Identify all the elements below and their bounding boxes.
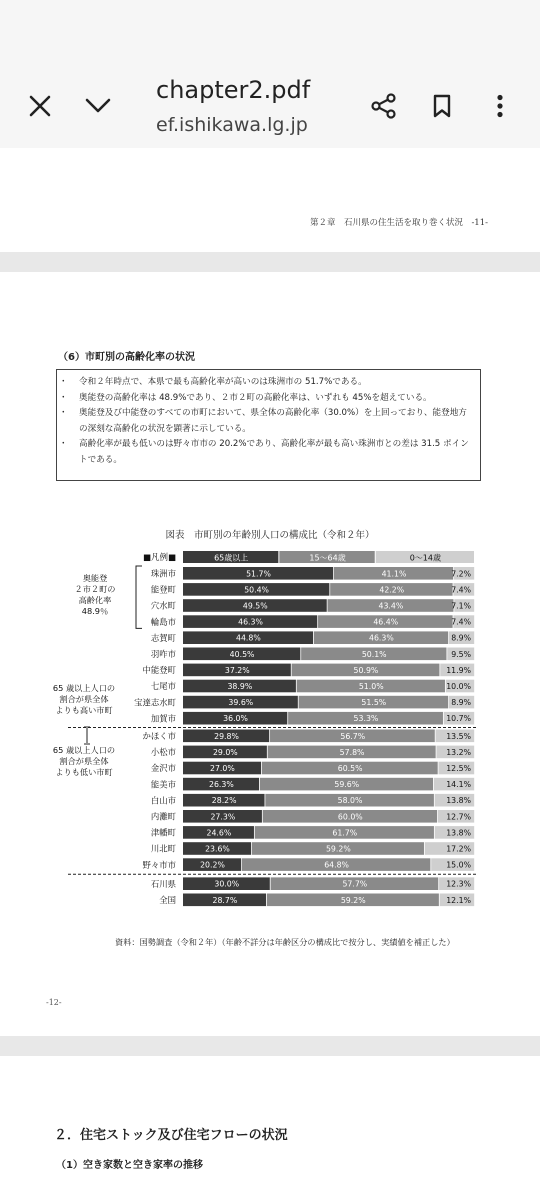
legend-entry: 0～14歳 — [409, 553, 442, 563]
legend-entry: 65歳以上 — [214, 553, 249, 563]
chapter-heading: ２．住宅ストック及び住宅フローの状況 — [54, 1128, 288, 1143]
data-label: 46.3% — [238, 617, 263, 627]
data-label: 50.9% — [353, 665, 379, 675]
pdf-viewer-toolbar — [0, 0, 540, 148]
group-label: 48.9％ — [81, 606, 109, 616]
data-label: 12.3% — [446, 879, 471, 889]
data-label: 29.8% — [214, 731, 239, 741]
data-label: 56.7% — [340, 731, 366, 741]
chevron-down-icon — [85, 98, 111, 114]
category-label: 中能登町 — [142, 665, 176, 676]
summary-bullet: ・ 令和２年時点で、本県で最も高齢化率が高いのは珠洲市の 51.7%である。 — [79, 375, 472, 391]
data-label: 13.5% — [446, 731, 471, 741]
category-label: 川北町 — [150, 843, 176, 854]
data-label: 37.2% — [224, 665, 250, 675]
section-title: （6）市町別の高齢化率の状況 — [58, 352, 195, 363]
data-label: 12.7% — [446, 812, 471, 822]
bookmark-icon — [432, 94, 452, 118]
group-label: 65 歳以上人口の — [52, 683, 116, 693]
data-label: 12.1% — [446, 895, 471, 905]
data-label: 57.7% — [342, 879, 368, 889]
data-label: 51.0% — [358, 682, 384, 691]
data-label: 44.8% — [236, 633, 261, 643]
data-label: 15.0% — [446, 860, 471, 870]
data-label: 8.9% — [451, 633, 471, 643]
data-label: 17.2% — [446, 844, 471, 854]
data-label: 10.0% — [446, 682, 471, 691]
data-label: 12.5% — [446, 764, 471, 773]
close-button[interactable] — [18, 84, 62, 128]
bookmark-button[interactable] — [420, 84, 464, 128]
data-label: 42.2% — [379, 585, 405, 595]
data-label: 59.2% — [340, 895, 366, 905]
close-icon — [29, 95, 51, 117]
data-label: 49.5% — [242, 601, 268, 611]
category-label: 能登町 — [150, 584, 176, 595]
category-label: 石川県 — [150, 878, 176, 889]
data-label: 59.6% — [334, 780, 360, 790]
data-label: 7.4% — [451, 617, 471, 627]
summary-bullet: ・ 奥能登の高齢化率は 48.9%であり、２市２町の高齢化率は、いずれも 45%を超えている。 — [79, 391, 472, 407]
data-label: 51.5% — [361, 698, 387, 708]
data-label: 30.0% — [214, 879, 240, 889]
data-label: 27.3% — [210, 812, 236, 822]
data-label: 36.0% — [223, 714, 248, 724]
data-label: 58.0% — [337, 796, 363, 806]
data-label: 53.3% — [353, 714, 379, 724]
stacked-bar-chart — [0, 550, 540, 930]
category-label: 白山市 — [150, 795, 176, 806]
category-label: 野々市市 — [142, 859, 176, 870]
page-number: -12- — [46, 998, 62, 1007]
source-note: 資料：国勢調査（令和２年）（年齢不詳分は年齢区分の構成比で按分し、実績値を補正した） — [115, 937, 455, 947]
data-label: 24.6% — [206, 828, 232, 838]
pdf-page-13 — [0, 1056, 540, 1200]
sub-heading: （1）空き家数と空き家率の推移 — [56, 1160, 203, 1171]
data-label: 43.4% — [378, 601, 404, 611]
summary-bullet: ・ 奥能登及び中能登のすべての市町において、県全体の高齢化率（30.0%）を上回っており、能登地方の深刻な高齢化の状況を顕著に示している。 — [79, 406, 472, 437]
data-label: 38.9% — [227, 682, 253, 691]
category-label: 内灘町 — [150, 811, 176, 822]
more-options-button[interactable] — [478, 84, 522, 128]
data-label: 60.5% — [337, 764, 363, 773]
data-label: 51.7% — [246, 569, 271, 579]
share-icon — [371, 93, 397, 119]
data-label: 20.2% — [200, 860, 225, 870]
category-label: 志賀町 — [150, 632, 176, 643]
category-label: 金沢市 — [150, 763, 176, 774]
category-label: 小松市 — [150, 747, 176, 758]
category-label: 津幡町 — [150, 827, 176, 838]
figure-title: 図表 市町別の年齢別人口の構成比（令和２年） — [165, 530, 375, 541]
data-label: 40.5% — [229, 649, 255, 659]
data-label: 28.2% — [211, 796, 237, 806]
data-label: 23.6% — [205, 844, 230, 854]
group-label: 高齢化率 — [78, 595, 112, 605]
data-label: 28.7% — [212, 895, 238, 905]
summary-bullet: ・ 高齢化率が最も低いのは野々市市の 20.2%であり、高齢化率が最も高い珠洲市との差は 31.5 ポイントである。 — [79, 437, 472, 468]
more-vert-icon — [496, 94, 504, 118]
category-label: 全国 — [159, 895, 176, 905]
pdf-page-11 — [0, 148, 540, 252]
data-label: 29.0% — [212, 747, 238, 757]
category-label: 穴水町 — [150, 600, 176, 611]
group-label: 65 歳以上人口の — [52, 745, 116, 755]
data-label: 9.5% — [451, 649, 471, 659]
data-label: 13.8% — [446, 796, 471, 806]
data-label: 50.1% — [361, 649, 387, 659]
group-label: よりも高い市町 — [55, 705, 113, 715]
data-label: 46.3% — [369, 633, 394, 643]
group-label: 割合が県全体 — [59, 694, 109, 704]
data-label: 57.8% — [339, 747, 365, 757]
file-name: chapter2.pdf — [156, 76, 311, 104]
legend-entry: 15～64歳 — [309, 553, 346, 563]
expand-button[interactable] — [76, 84, 120, 128]
data-label: 7.1% — [451, 601, 471, 611]
data-label: 41.1% — [381, 569, 407, 579]
group-label: 割合が県全体 — [59, 756, 109, 766]
data-label: 26.3% — [209, 780, 234, 790]
data-label: 13.2% — [446, 747, 471, 757]
data-label: 61.7% — [332, 828, 358, 838]
group-bracket — [136, 566, 142, 628]
summary-box — [56, 369, 481, 481]
data-label: 7.4% — [451, 585, 471, 595]
category-label: 加賀市 — [150, 713, 176, 724]
data-label: 46.4% — [373, 617, 399, 627]
category-label: 能美市 — [150, 779, 176, 790]
data-label: 64.8% — [324, 860, 349, 870]
share-button[interactable] — [362, 84, 406, 128]
category-label: 羽咋市 — [150, 649, 176, 659]
group-label: 奥能登 — [82, 573, 108, 583]
data-label: 14.1% — [446, 780, 471, 790]
data-label: 7.2% — [451, 569, 471, 579]
data-label: 50.4% — [244, 585, 269, 595]
data-label: 59.2% — [325, 844, 351, 854]
group-label: よりも低い市町 — [55, 767, 113, 777]
data-label: 8.9% — [451, 698, 471, 708]
data-label: 39.6% — [228, 698, 254, 708]
page-header: 第２章 石川県の住生活を取り巻く状況 -11- — [309, 218, 488, 228]
data-label: 13.8% — [446, 828, 471, 838]
data-label: 60.0% — [337, 812, 363, 822]
legend-label: ■凡例■ — [142, 553, 176, 563]
category-label: かほく市 — [142, 731, 176, 741]
category-label: 七尾市 — [150, 681, 176, 692]
data-label: 27.0% — [210, 764, 235, 773]
category-label: 宝達志水町 — [134, 697, 176, 708]
pdf-page-12 — [0, 272, 540, 1036]
data-label: 11.9% — [446, 665, 471, 675]
category-label: 輪島市 — [150, 616, 176, 627]
group-label: ２市２町の — [74, 584, 116, 594]
file-url: ef.ishikawa.lg.jp — [156, 114, 308, 136]
data-label: 10.7% — [446, 714, 471, 724]
category-label: 珠洲市 — [150, 568, 176, 579]
